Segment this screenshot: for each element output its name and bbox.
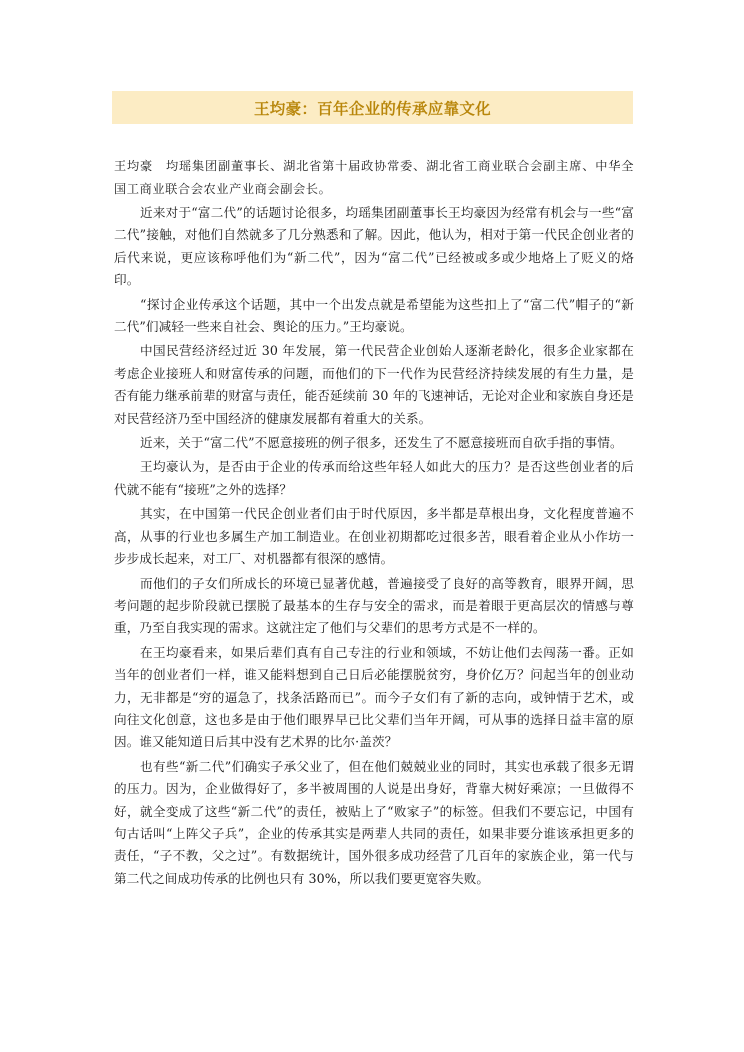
paragraph-1: 近来对于“富二代”的话题讨论很多，均瑶集团副董事长王均豪因为经常有机会与一些“富二代”接触，对他们自然就多了几分熟悉和了解。因此，他认为，相对于第一代民企创业者的后代来说，更应该称呼他们为“新二代”，因为“富二代”已经被或多或少地烙上了贬义的烙印。 [114,205,634,288]
paragraph-8: 在王均豪看来，如果后辈们真有自己专注的行业和领域，不妨让他们去闯荡一番。正如当年的创业者们一样，谁又能料想到自己日后必能摆脱贫穷，身价亿万？问起当年的创业动力，无非都是“穷的逼急了，找条活路而已”。而今子女们有了新的志向，或钟情于艺术，或向往文化创意，这也多是由于他们眼界早已比父辈们当年开阔，可从事的选择日益丰富的原因。谁又能知道日后其中没有艺术界的比尔·盖茨？ [114,644,634,750]
paragraph-5: 王均豪认为，是否由于企业的传承而给这些年轻人如此大的压力？是否这些创业者的后代就不能有“接班”之外的选择？ [114,459,634,497]
paragraph-2: “探讨企业传承这个话题，其中一个出发点就是希望能为这些扣上了“富二代”帽子的“新二代”们减轻一些来自社会、舆论的压力。”王均豪说。 [114,296,634,335]
paragraph-3: 中国民营经济经过近 30 年发展，第一代民营企业创始人逐渐老龄化，很多企业家都在考虑企业接班人和财富传承的问题，而他们的下一代作为民营经济持续发展的有生力量，是否有能力继承前辈的财富与责任，能否延续前 30 年的飞速神话，无论对企业和家族自身还是对民营经济乃至中国经济的健康发展都有着重大的关系。 [114,343,634,426]
paragraph-9: 也有些“新二代”们确实子承父业了，但在他们兢兢业业的同时，其实也承载了很多无谓的压力。因为，企业做得好了，多半被周围的人说是出身好，背靠大树好乘凉；一旦做得不好，就全变成了这些“新二代”的责任，被贴上了“败家子”的标签。但我们不要忘记，中国有句古话叫“上阵父子兵”，企业的传承其实是两辈人共同的责任，如果非要分谁该承担更多的责任，“子不教，父之过”。有数据统计，国外很多成功经营了几百年的家族企业，第一代与第二代之间成功传承的比例也只有 30%，所以我们要更宽容失败。 [114,758,634,886]
title-banner [112,91,633,124]
article-body [114,155,634,892]
article-title: 王均豪：百年企业的传承应靠文化 [253,99,491,118]
author-bio: 王均豪 均瑶集团副董事长、湖北省第十届政协常委、湖北省工商业联合会副主席、中华全国工商业联合会农业产业商会副会长。 [114,159,634,196]
paragraph-4: 近来，关于“富二代”不愿意接班的例子很多，还发生了不愿意接班而自砍手指的事情。 [140,435,623,451]
paragraph-7: 而他们的子女们所成长的环境已显著优越，普遍接受了良好的高等教育，眼界开阔，思考问题的起步阶段就已摆脱了最基本的生存与安全的需求，而是着眼于更高层次的情感与尊重，乃至自我实现的需求。这就注定了他们与父辈们的思考方式是不一样的。 [114,575,634,636]
paragraph-6: 其实，在中国第一代民企创业者们由于时代原因，多半都是草根出身，文化程度普遍不高，从事的行业也多属生产加工制造业。在创业初期都吃过很多苦，眼看着企业从小作坊一步步成长起来，对工厂、对机器都有很深的感情。 [114,506,634,567]
